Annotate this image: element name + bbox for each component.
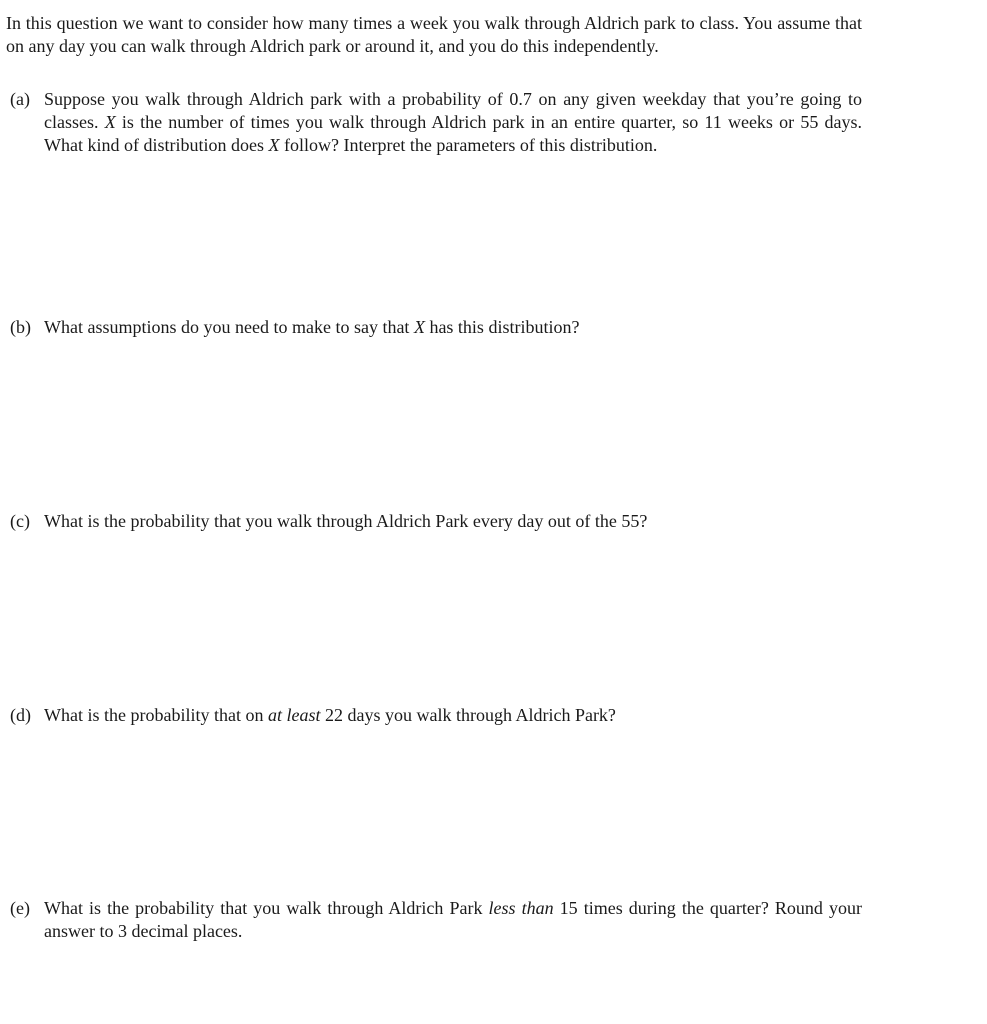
- variable-x: X: [104, 112, 116, 132]
- question-a: [10, 88, 862, 157]
- question-c-text: [44, 510, 862, 533]
- question-d: [10, 704, 862, 727]
- question-d-text: [44, 704, 862, 727]
- question-d-text-part-1: What is the probability that on: [44, 705, 268, 725]
- emphasis-less-than: less than: [488, 898, 554, 918]
- question-e: [10, 897, 862, 943]
- question-e-text-part-1: What is the probability that you walk through Aldrich Park: [44, 898, 489, 918]
- question-a-text-part-1: Suppose you walk through Aldrich park with a probability of 0.7 on any given weekday that you’re going to classes.: [44, 89, 862, 132]
- intro-paragraph: In this question we want to consider how many times a week you walk through Aldrich park to class. You assume that on any day you can walk through Aldrich park or around it, and you do this independently.: [6, 13, 862, 56]
- question-d-label: (d): [10, 705, 31, 725]
- question-c: [10, 510, 862, 533]
- question-b-text: [44, 316, 862, 339]
- variable-x: X: [413, 317, 425, 337]
- question-c-label: (c): [10, 511, 30, 531]
- question-b-text-part-1: What assumptions do you need to make to say that: [44, 317, 414, 337]
- question-e-label: (e): [10, 898, 30, 918]
- question-d-text-part-2: 22 days you walk through Aldrich Park?: [320, 705, 616, 725]
- question-a-text-part-3: follow? Interpret the parameters of this distribution.: [279, 135, 658, 155]
- question-e-text-part-2: 15 times during the quarter? Round your answer to 3 decimal places.: [44, 898, 862, 941]
- question-a-text: [44, 88, 862, 157]
- emphasis-at-least: at least: [267, 705, 321, 725]
- question-a-label: (a): [10, 89, 30, 109]
- variable-x: X: [268, 135, 280, 155]
- question-b-text-part-2: has this distribution?: [424, 317, 580, 337]
- question-e-text: [44, 897, 862, 943]
- question-b-label: (b): [10, 317, 31, 337]
- question-c-text-part-1: What is the probability that you walk through Aldrich Park every day out of the 55?: [44, 511, 648, 531]
- question-a-text-part-2: is the number of times you walk through Aldrich park in an entire quarter, so 11 weeks or 55 days. What kind of distribution does: [44, 112, 863, 155]
- question-b: [10, 316, 862, 339]
